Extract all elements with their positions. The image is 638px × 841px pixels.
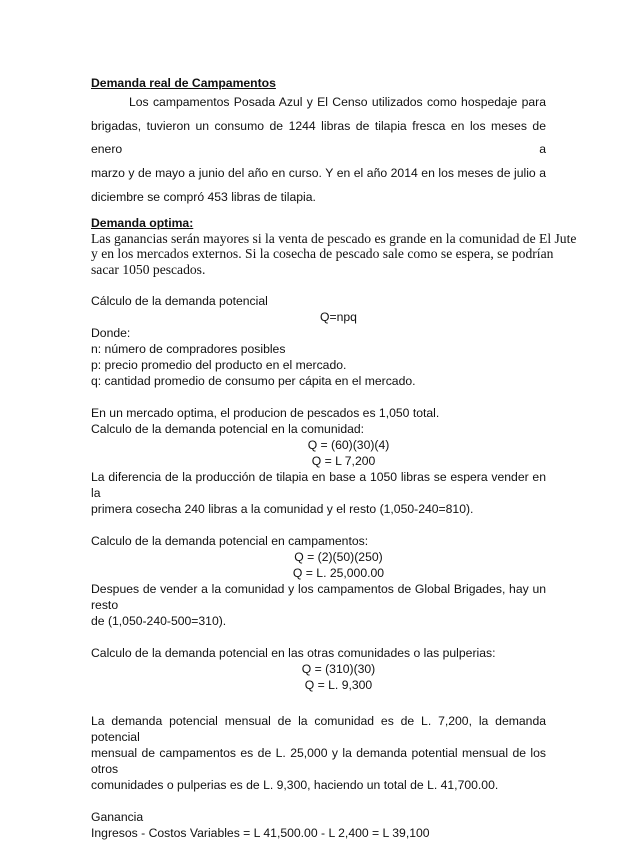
mercado-optima-text: En un mercado optima, el producion de pescados es 1,050 total.	[91, 406, 440, 421]
heading-demanda-optima: Demanda optima:	[91, 215, 194, 230]
paragraph-line: Despues de vender a la comunidad y los campamentos de Global Brigades, hay un resto	[91, 582, 546, 613]
paragraph-line: La diferencia de la producción de tilapia en base a 1050 libras se espera vender en la	[91, 470, 546, 501]
calc-potencial-title: Cálculo de la demanda potencial	[91, 294, 268, 309]
paragraph-line: de (1,050-240-500=310).	[91, 614, 227, 629]
calc-campamentos-title: Calculo de la demanda potencial en campamentos:	[91, 534, 369, 549]
definition-p: p: precio promedio del producto en el mercado.	[91, 358, 347, 373]
equation-comunidad-2: Q = L 7,200	[311, 454, 376, 469]
equation-otras-1: Q = (310)(30)	[301, 662, 376, 677]
definition-q: q: cantidad promedio de consumo per cápita en el mercado.	[91, 374, 416, 389]
paragraph-line: sacar 1050 pescados.	[91, 261, 206, 277]
paragraph-line: marzo y de mayo a junio del año en curso. Y en el año 2014 en los meses de julio a	[91, 166, 546, 181]
heading-demanda-real: Demanda real de Campamentos	[91, 76, 276, 90]
equation-campamentos-2: Q = L. 25,000.00	[292, 566, 385, 581]
definition-n: n: número de compradores posibles	[91, 342, 286, 357]
equation-campamentos-1: Q = (2)(50)(250)	[294, 550, 383, 565]
equation-otras-2: Q = L. 9,300	[304, 678, 373, 693]
formula-npq: Q=npq	[320, 310, 357, 325]
paragraph-line: Los campamentos Posada Azul y El Censo utilizados como hospedaje para	[129, 95, 546, 109]
paragraph-campamentos	[91, 91, 546, 210]
equation-comunidad-1: Q = (60)(30)(4)	[307, 438, 390, 453]
ganancia-title: Ganancia	[91, 810, 144, 825]
calc-otras-title: Calculo de la demanda potencial en las otras comunidades o las pulperias:	[91, 646, 496, 661]
calc-comunidad-title: Calculo de la demanda potencial en la comunidad:	[91, 422, 365, 437]
paragraph-line: brigadas, tuvieron un consumo de 1244 libras de tilapia fresca en los meses de enero a	[91, 118, 546, 157]
paragraph-line: La demanda potencial mensual de la comunidad es de L. 7,200, la demanda potencial	[91, 714, 546, 745]
donde-label: Donde:	[91, 326, 131, 341]
paragraph-line: Las ganancias serán mayores si la venta de pescado es grande en la comunidad de El Jute	[91, 230, 577, 246]
paragraph-line: y en los mercados externos. Si la cosecha de pescado sale como se espera, se podrían	[91, 246, 554, 262]
paragraph-line: diciembre se compró 453 libras de tilapia.	[91, 189, 316, 204]
paragraph-resumen	[91, 713, 546, 793]
paragraph-optima	[91, 230, 577, 278]
document-page	[91, 75, 577, 841]
paragraph-line: primera cosecha 240 libras a la comunidad y el resto (1,050-240=810).	[91, 502, 474, 517]
paragraph-line: comunidades o pulperias es de L. 9,300, haciendo un total de L. 41,700.00.	[91, 778, 499, 793]
ganancia-formula: Ingresos - Costos Variables = L 41,500.00 - L 2,400 = L 39,100	[91, 826, 430, 841]
paragraph-line: mensual de campamentos es de L. 25,000 y la demanda potential mensual de los otros	[91, 746, 546, 777]
